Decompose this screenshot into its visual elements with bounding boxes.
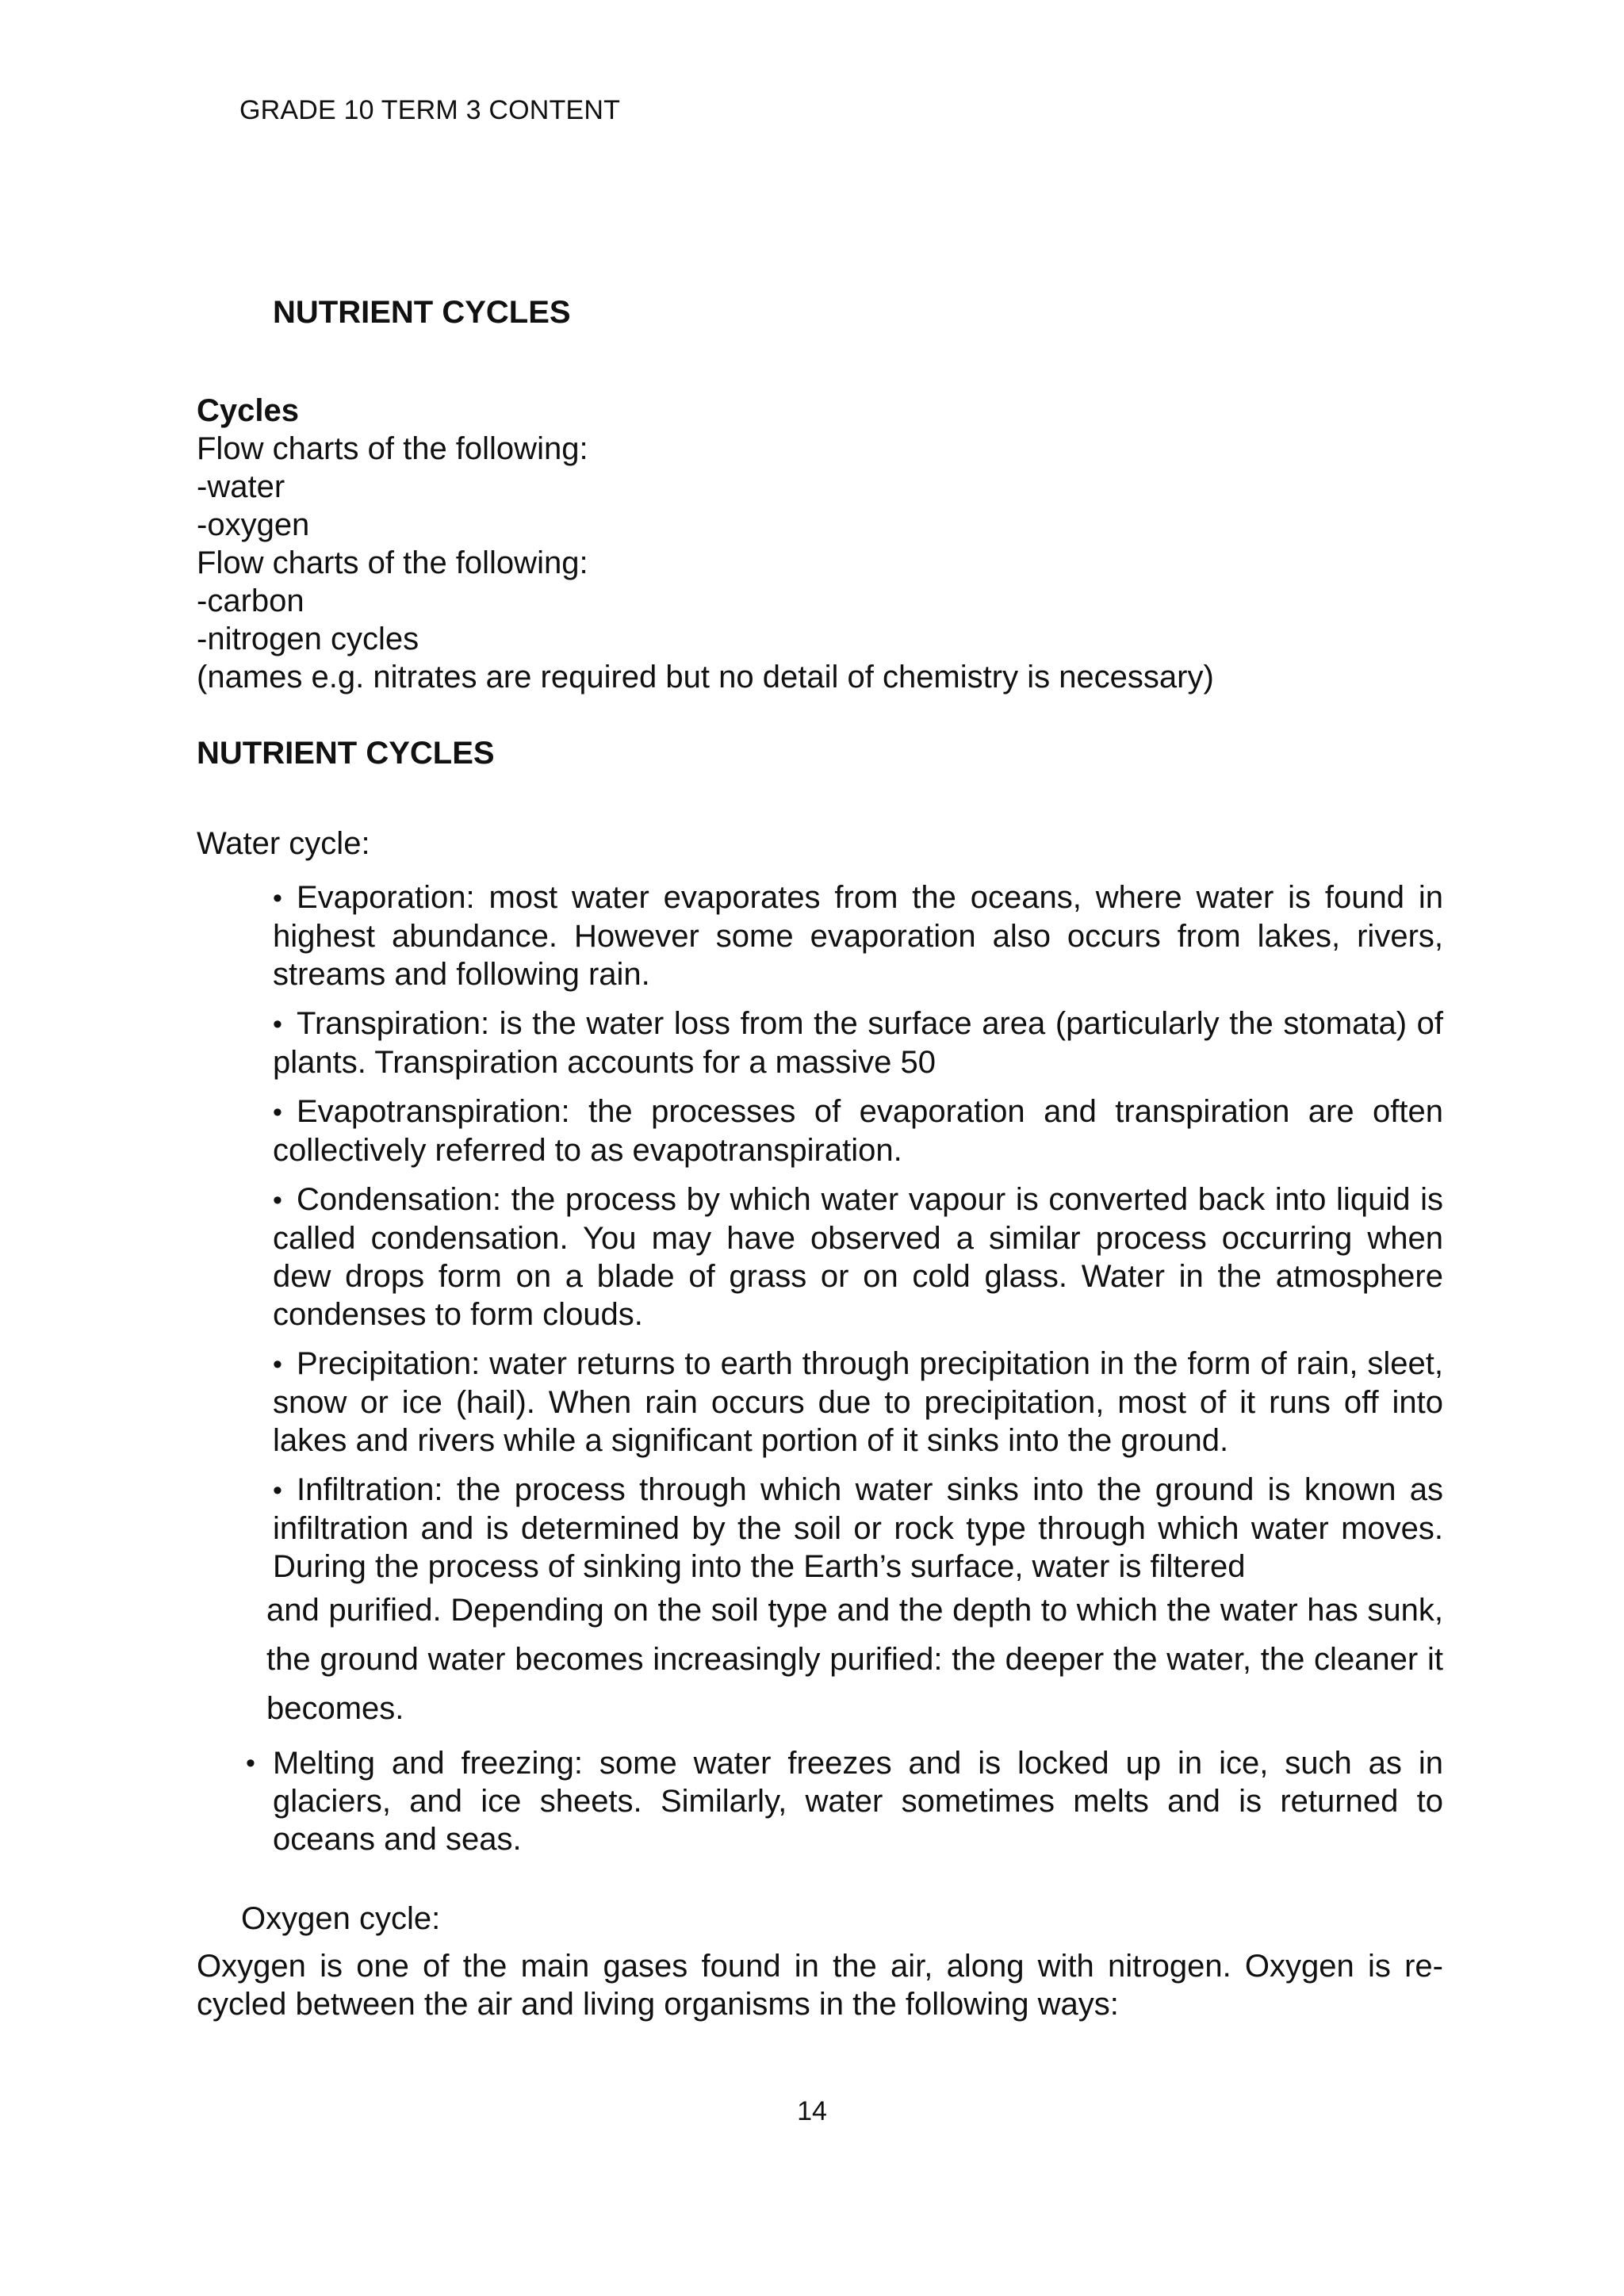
cycles-line: -nitrogen cycles [197, 622, 419, 656]
bullet-icon: • [273, 1009, 282, 1039]
cycles-line: -carbon [197, 584, 304, 618]
water-cycle-bullet [246, 1744, 1443, 1858]
page-title: NUTRIENT CYCLES [273, 295, 571, 330]
bullet-icon: • [273, 1185, 282, 1215]
bullet-text: Evapotranspiration: the processes of evaporation and transpiration are often collectively referred to as evapotranspiration. [273, 1094, 1443, 1168]
bullet-text: Melting and freezing: some water freezes and is locked up in ice, such as in glaciers, and ice sheets. Similarly, water sometimes melts and is returned to oceans and seas. [273, 1746, 1443, 1857]
water-cycle-bullet [273, 1471, 1443, 1586]
water-cycle-bullet [273, 1345, 1443, 1460]
bullet-icon: • [246, 1748, 255, 1778]
water-cycle-bullet [273, 878, 1443, 993]
section-heading: NUTRIENT CYCLES [197, 736, 495, 771]
oxygen-cycle-heading: Oxygen cycle: [241, 1901, 441, 1936]
water-cycle-list [197, 878, 1443, 1858]
page-header: GRADE 10 TERM 3 CONTENT [239, 95, 621, 125]
cycles-heading: Cycles [197, 393, 299, 428]
bullet-icon: • [273, 1475, 282, 1506]
bullet-icon: • [273, 1349, 282, 1380]
cycles-line: (names e.g. nitrates are required but no detail of chemistry is necessary) [197, 660, 1214, 695]
water-cycle-bullet [273, 1181, 1443, 1334]
cycles-line: Flow charts of the following: [197, 545, 588, 580]
page-number: 14 [797, 2096, 827, 2126]
infiltration-continuation [266, 1586, 1443, 1733]
bullet-icon: • [273, 1097, 282, 1127]
continuation-text: and purified. Depending on the soil type and the depth to which the water has sunk, the ground water becomes increasingly purified: the deeper the water, the cleaner it becomes. [266, 1593, 1443, 1726]
bullet-icon: • [273, 883, 282, 913]
main-content [197, 392, 1443, 2023]
cycles-line: Flow charts of the following: [197, 431, 588, 466]
cycles-line: -water [197, 469, 285, 504]
bullet-text: Condensation: the process by which water vapour is converted back into liquid is called condensation. You may have observed a similar process occurring when dew drops form on a blade of grass or on cold glass. Water in the atmosphere condenses to form clouds. [273, 1182, 1443, 1332]
water-cycle-bullet [273, 1004, 1443, 1081]
water-cycle-bullet [273, 1093, 1443, 1169]
cycles-line: -oxygen [197, 507, 310, 542]
water-cycle-heading: Water cycle: [197, 826, 370, 861]
oxygen-cycle-paragraph: Oxygen is one of the main gases found in the air, along with nitrogen. Oxygen is re-cycled between the air and living organisms in the following ways: [197, 1949, 1443, 2022]
bullet-text: Evaporation: most water evaporates from the oceans, where water is found in highest abundance. However some evaporation also occurs from lakes, rivers, streams and following rain. [273, 880, 1443, 992]
bullet-text: Precipitation: water returns to earth through precipitation in the form of rain, sleet, snow or ice (hail). When rain occurs due to precipitation, most of it runs off into lakes and rivers while a significant portion of it sinks into the ground. [273, 1346, 1443, 1458]
bullet-text: Transpiration: is the water loss from the surface area (particularly the stomata) of plants. Transpiration accounts for a massive 50 [273, 1006, 1443, 1080]
bullet-text: Infiltration: the process through which water sinks into the ground is known as infiltration and is determined by the soil or rock type through which water moves. During the process of sinking into the Earth’s surface, water is filtered [273, 1472, 1443, 1584]
